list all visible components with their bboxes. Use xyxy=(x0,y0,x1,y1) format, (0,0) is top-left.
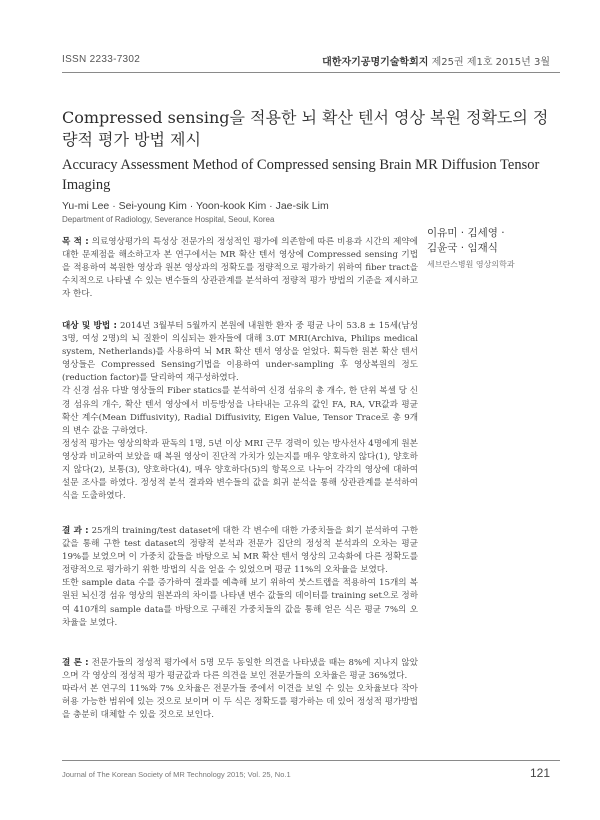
methods-text-2: 각 신경 섬유 다발 영상들의 Fiber statics를 분석하여 신경 섬유의 총 개수, 한 단위 복셀 당 신경 섬유의 개수, 확산 텐서 영상에서 비등방성을 나타내는 고유의 값인 FA, RA, VR값과 평균 확산 계수(Mean Diffusivity), Radial Diffusivity, Eigen Value, Tensor Trace로 총 9개의 변수 값을 구하였다. xyxy=(62,386,418,436)
footer-journal: Journal of The Korean Society of MR Technology 2015; Vol. 25, No.1 xyxy=(62,770,291,779)
methods-text-3: 정성적 평가는 영상의학과 판독의 1명, 5년 이상 MRI 근무 경력이 있는 방사선사 4명에게 원본 영상과 비교하여 보았을 때 복원 영상이 진단적 가치가 있는지를 매우 양호하지 않다(1), 양호하지 않다(2), 보통(3), 양호하다(4), 매우 양호하다(5)의 항목으로 나누어 각각의 영상에 대하여 설문 조사를 하였다. 정성적 분석 결과와 변수들의 값을 회귀 분석을 통해 상관관계를 분석하여 식을 도출하였다. xyxy=(62,438,418,502)
purpose-section xyxy=(62,236,418,301)
conclusion-text-2: 따라서 본 연구의 11%와 7% 오차율은 전문가들 중에서 이견을 보일 수 있는 오차율보다 작아 허용 가능한 범위에 있는 것으로 보이며 이 두 식은 정확도를 평가하는 데 있어 정성적 평가방법을 충분히 대체할 수 있을 것으로 보인다. xyxy=(62,684,418,721)
conclusion-label: 결 론 : xyxy=(62,658,89,668)
results-text: 25개의 training/test dataset에 대한 각 변수에 대한 가중치들을 회기 분석하여 구한 값을 통해 구한 test dataset의 정량적 분석과 전문가 집단의 정성적 분석과의 오차는 평균 19%를 보였으며 이 가중치 값들을 바탕으로 뇌 MR 확산 텐서 영상의 고속화에 다른 정확도를 정량적으로 평가하기 위한 방법의 식을 얻을 수 있었으며 평균 11%의 오차율을 보였다. xyxy=(62,526,419,576)
conclusion-text: 전문가들의 정성적 평가에서 5명 모두 동일한 의견을 나타냈을 때는 8%에 지나지 않았으며 각 영상의 정성적 평가 평균값과 다른 의견을 보인 전문가들의 오차율은 평균 36%였다. xyxy=(62,658,419,682)
methods-label: 대상 및 방법 : xyxy=(62,321,117,331)
results-section xyxy=(62,525,418,630)
affiliation-korean: 세브란스병원 영상의학과 xyxy=(427,260,515,269)
title-english: Accuracy Assessment Method of Compressed sensing Brain MR Diffusion Tensor Imaging xyxy=(62,157,540,193)
results-label: 결 과 : xyxy=(62,526,89,536)
journal-name: 대한자기공명기술학회지 xyxy=(322,57,429,68)
header-rule xyxy=(62,72,560,73)
authors-korean xyxy=(427,226,577,256)
affiliation: Department of Radiology, Severance Hospital, Seoul, Korea xyxy=(62,215,275,224)
authors-korean-line1: 이유미 · 김세영 · xyxy=(427,227,505,239)
journal-issue: 제25권 제1호 2015년 3월 xyxy=(431,57,550,68)
methods-section xyxy=(62,320,418,503)
page-number: 121 xyxy=(529,766,550,780)
authors-korean-line2: 김윤국 · 임재식 xyxy=(427,242,498,254)
title-korean: Compressed sensing을 적용한 뇌 확산 텐서 영상 복원 정확도의 정량적 평가 방법 제시 xyxy=(62,108,549,149)
purpose-label: 목 적 : xyxy=(62,237,89,247)
conclusion-section xyxy=(62,657,418,722)
methods-text: 2014년 3월부터 5월까지 본원에 내원한 환자 중 평균 나이 53.8 ± 15세(남성 3명, 여성 2명)의 뇌 질환이 의심되는 환자들에 대해 3.0T MRI(Archiva, Philips medical system, Netherlands)를 사용하여 뇌 MR 확산 텐서 영상을 얻었다. 획득한 원본 확산 텐서 영상들은 Compressed Sensing기법을 이용하여 under-sampling 후 영상복원의 정도(reduction factor)를 달리하여 재구성하였다. xyxy=(62,321,418,384)
purpose-text: 의료영상평가의 특성상 전문가의 정성적인 평가에 의존함에 따른 비용과 시간의 제약에 대한 문제점을 해소하고자 본 연구에서는 MR 확산 텐서 영상에 Compressed sensing 기법을 적용하여 복원한 영상과 원본 영상과의 정확도를 정량적으로 평가하기 위하여 fiber tract을 수치적으로 나타낼 수 있는 변수들의 상관관계를 분석하여 정량적 평가 방법의 기준을 제시하고자 한다. xyxy=(62,237,418,300)
journal-header xyxy=(322,53,550,68)
issn: ISSN 2233-7302 xyxy=(62,54,141,65)
authors: Yu-mi Lee · Sei-young Kim · Yoon-kook Kim · Jae-sik Lim xyxy=(62,200,329,212)
results-text-2: 또한 sample data 수를 증가하여 결과를 예측해 보기 위하여 붓스트랩을 적용하여 15개의 복원된 뇌신경 섬유 영상의 원본과의 차이를 나타낸 변수 값들의 데이터를 training set으로 정하여 410개의 sample data를 바탕으로 구해진 가중치들의 값을 통해 얻은 식은 평균 7%의 오차율을 보였다. xyxy=(62,578,418,628)
footer-rule xyxy=(62,760,560,761)
